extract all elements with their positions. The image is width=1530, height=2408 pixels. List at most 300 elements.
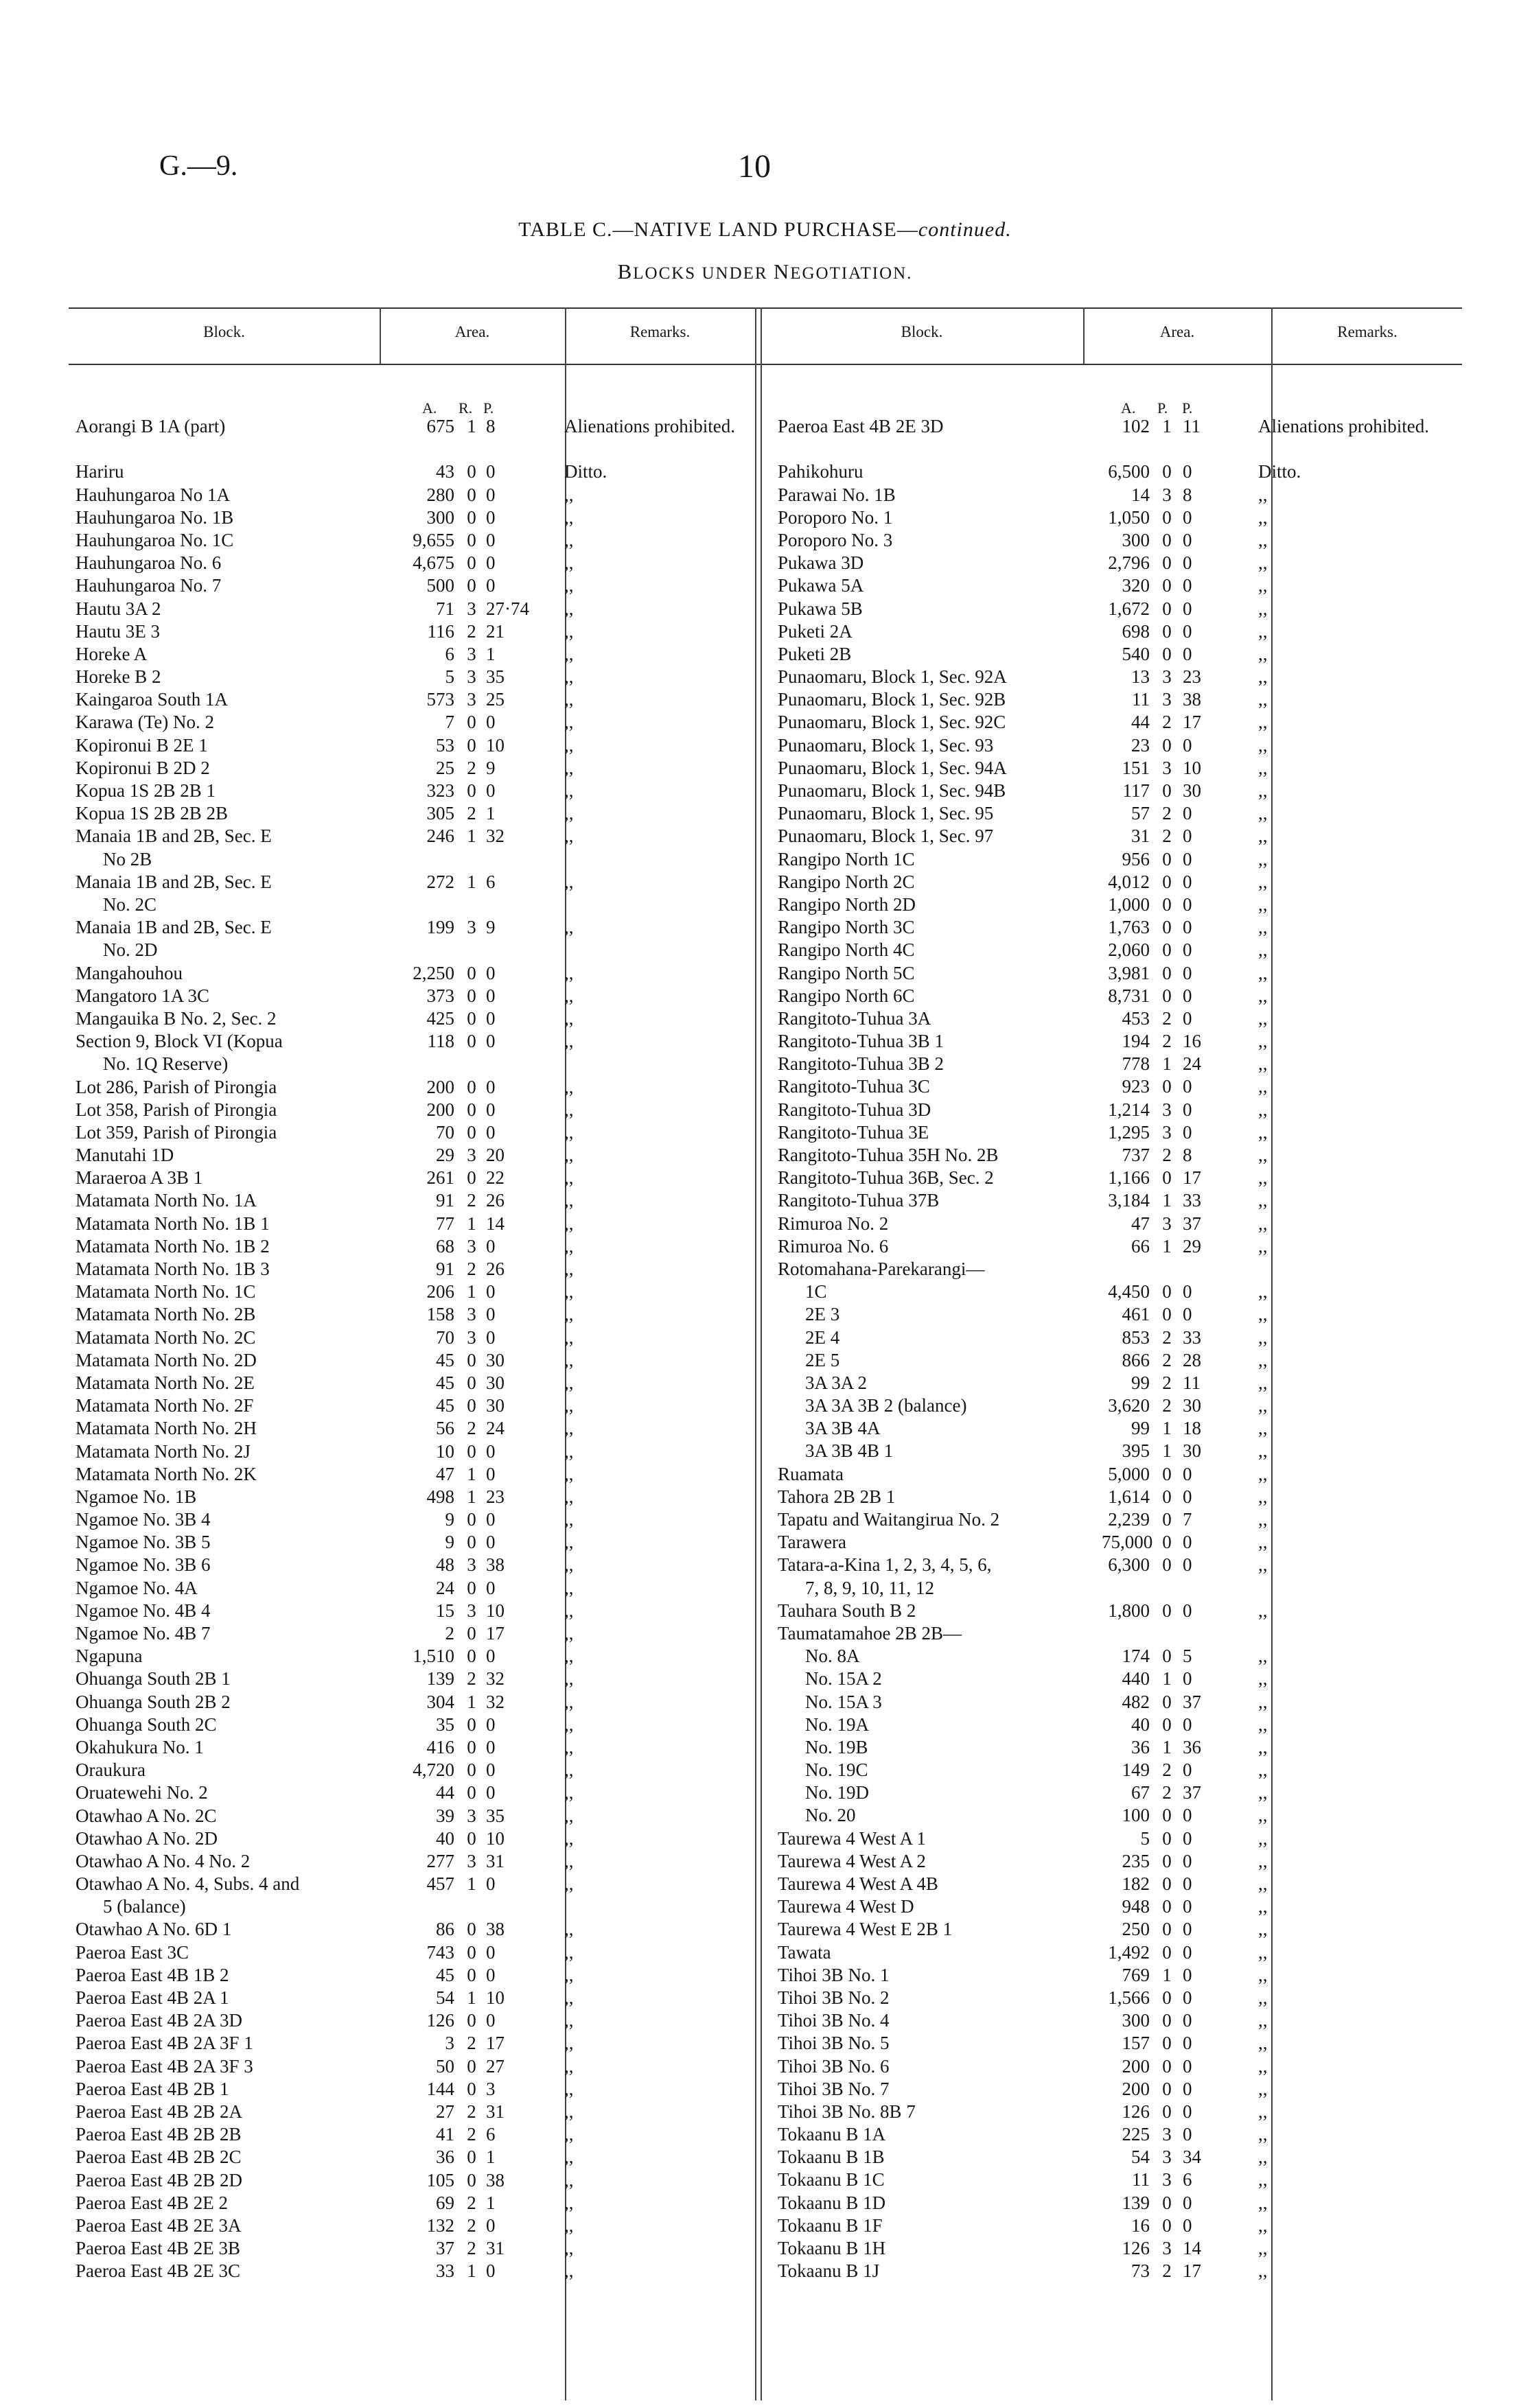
block-name-text: Paeroa East 4B 2E 3A	[76, 2214, 242, 2236]
remarks: ,,	[564, 689, 574, 710]
area-roods: 2	[467, 1418, 476, 1439]
table-row	[778, 962, 1464, 985]
remarks: ,,	[564, 529, 574, 550]
block-name	[778, 1007, 1093, 1030]
block-name-text: Mangahouhou	[76, 962, 183, 983]
remarks: ,,	[564, 734, 574, 756]
block-name	[778, 1394, 1093, 1417]
block-name	[76, 2169, 402, 2192]
area-perches: 0	[486, 1121, 496, 1143]
table-row	[76, 1691, 762, 1714]
block-name	[76, 780, 402, 802]
table-row	[778, 1736, 1464, 1759]
area-perches: 0	[1183, 2033, 1192, 2054]
block-name	[76, 1486, 402, 1508]
area-roods: 3	[1162, 1099, 1172, 1120]
block-name-text: Hauhungaroa No. 6	[76, 552, 222, 574]
area-roods: 0	[467, 1760, 476, 1781]
area-acres: 425	[426, 1007, 454, 1029]
area-perches: 7	[1183, 1509, 1192, 1530]
block-name	[778, 757, 1093, 780]
area-acres: 300	[1122, 2010, 1150, 2031]
area-acres: 4,720	[413, 1760, 454, 1781]
col-header-area-right: Area.	[1159, 323, 1195, 340]
table-row	[778, 2192, 1464, 2214]
area-acres: 300	[426, 506, 454, 528]
area-acres: 158	[426, 1304, 454, 1325]
block-name	[778, 2214, 1093, 2237]
area-acres: 3,981	[1108, 962, 1150, 983]
area-acres: 4,675	[413, 552, 454, 574]
area-perches: 5	[1183, 1646, 1192, 1667]
table-row	[76, 825, 762, 870]
area-perches: 0	[486, 2260, 496, 2282]
area-acres: 132	[426, 2214, 454, 2236]
block-name-text: Punaomaru, Block 1, Sec. 93	[778, 734, 994, 756]
remarks: ,,	[564, 2192, 574, 2213]
block-name	[76, 552, 402, 574]
table-row	[76, 552, 762, 574]
area-roods: 0	[467, 1827, 476, 1849]
block-name-text: Punaomaru, Block 1, Sec. 94B	[778, 780, 1006, 802]
area-roods: 0	[1162, 1532, 1172, 1553]
area-perches: 0	[1183, 803, 1192, 824]
area-perches: 0	[1183, 939, 1192, 961]
area-perches: 1	[486, 2192, 496, 2213]
table-row	[778, 985, 1464, 1007]
area-acres: 9	[445, 1532, 454, 1553]
table-row	[778, 688, 1464, 711]
area-perches: 0	[1183, 893, 1192, 915]
area-roods: 0	[467, 484, 476, 505]
table-row	[778, 848, 1464, 871]
remarks: ,,	[1258, 2169, 1268, 2190]
table-row	[76, 2078, 762, 2101]
table-row	[76, 1007, 762, 1030]
block-name	[778, 1075, 1093, 1098]
area-perches: 38	[486, 1554, 505, 1576]
area-perches: 25	[486, 689, 505, 710]
remarks: ,,	[564, 757, 574, 778]
area-roods: 3	[1162, 2147, 1172, 2168]
table-row	[778, 2055, 1464, 2078]
table-row	[76, 802, 762, 825]
remarks: ,,	[1258, 1919, 1268, 1940]
area-roods: 0	[467, 1736, 476, 1757]
table-row	[778, 1714, 1464, 1736]
table-row	[778, 1759, 1464, 1781]
block-name-text: Matamata North No. 2F	[76, 1395, 254, 1416]
block-name-text: Paeroa East 4B 2E 3C	[76, 2260, 240, 2282]
table-row	[76, 1554, 762, 1576]
area-acres: 304	[426, 1691, 454, 1712]
remarks: ,,	[564, 484, 574, 505]
area-roods: 1	[467, 1486, 476, 1507]
table-row	[76, 2192, 762, 2214]
area-roods: 0	[467, 1782, 476, 1803]
area-perches: 0	[1183, 2192, 1192, 2213]
table-row	[76, 1281, 762, 1303]
area-acres: 482	[1122, 1691, 1150, 1712]
block-name-text: Rangitoto-Tuhua 3D	[778, 1099, 931, 1120]
area-perches: 10	[486, 1987, 505, 2009]
remarks: ,,	[1258, 1600, 1268, 1621]
table-row	[778, 1873, 1464, 1895]
block-name-text: Matamata North No. 1C	[76, 1281, 256, 1302]
area-acres: 2,250	[413, 962, 454, 983]
area-perches: 0	[1183, 2101, 1192, 2122]
table-row	[778, 2009, 1464, 2032]
area-perches: 0	[1183, 917, 1192, 938]
block-name	[76, 574, 402, 597]
area-perches: 0	[1183, 1532, 1192, 1553]
block-name	[778, 1622, 1093, 1645]
table-row	[76, 1463, 762, 1486]
table-row	[76, 1577, 762, 1600]
block-name	[778, 1987, 1093, 2009]
remarks: ,,	[1258, 1395, 1268, 1416]
block-name-text: No. 19B	[805, 1736, 868, 1757]
area-roods: 0	[1162, 506, 1172, 528]
area-acres: 100	[1122, 1805, 1150, 1826]
remarks: ,,	[1258, 2192, 1268, 2213]
area-acres: 105	[426, 2169, 454, 2190]
area-acres: 174	[1122, 1646, 1150, 1667]
block-name-text: Paeroa East 4B 2A 3F 1	[76, 2033, 253, 2054]
table-row	[778, 1987, 1464, 2009]
area-acres: 126	[1122, 2238, 1150, 2259]
page-number: 10	[738, 148, 771, 185]
area-roods: 3	[467, 689, 476, 710]
block-name-text: Hautu 3E 3	[76, 620, 160, 642]
table-row	[76, 1759, 762, 1781]
table-row	[778, 871, 1464, 893]
area-roods: 2	[467, 2214, 476, 2236]
area-perches: 0	[486, 1509, 496, 1530]
area-perches: 37	[1183, 1213, 1201, 1234]
table-row	[76, 985, 762, 1007]
block-name	[76, 1964, 402, 1987]
remarks: ,,	[564, 1259, 574, 1280]
block-name	[778, 734, 1093, 757]
area-acres: 75,000	[1102, 1532, 1153, 1553]
remarks: ,,	[1258, 666, 1268, 688]
block-name	[778, 2192, 1093, 2214]
table-row	[76, 1440, 762, 1463]
remarks: ,,	[1258, 529, 1268, 550]
area-perches: 0	[486, 712, 496, 733]
block-name-text: No. 20	[805, 1805, 856, 1826]
block-name-text: Pukawa 3D	[778, 552, 864, 574]
area-perches: 0	[486, 1873, 496, 1895]
remarks: ,,	[564, 2124, 574, 2145]
block-name	[76, 1508, 402, 1531]
area-acres: 77	[436, 1213, 454, 1234]
area-acres: 15	[436, 1600, 454, 1621]
block-name-text: Matamata North No. 2K	[76, 1463, 257, 1484]
area-roods: 0	[467, 1646, 476, 1667]
table-row	[76, 1873, 762, 1918]
area-roods: 1	[1162, 1668, 1172, 1690]
block-name-text: No. 8A	[805, 1646, 860, 1667]
area-roods: 2	[1162, 2260, 1172, 2282]
remarks: ,,	[564, 1440, 574, 1462]
block-name	[778, 1714, 1093, 1736]
block-name	[778, 2055, 1093, 2078]
area-roods: 1	[467, 871, 476, 892]
block-name-text: 1C	[805, 1281, 827, 1302]
area-perches: 31	[486, 2101, 505, 2122]
area-acres: 8,731	[1108, 985, 1150, 1006]
table-row	[778, 893, 1464, 916]
area-acres: 45	[436, 1372, 454, 1393]
col-header-area-left: Area.	[454, 323, 490, 340]
area-acres: 41	[436, 2124, 454, 2145]
remarks: ,,	[564, 2147, 574, 2168]
area-roods: 0	[1162, 917, 1172, 938]
table-row	[76, 711, 762, 734]
area-roods: 0	[467, 1121, 476, 1143]
area-acres: 40	[1131, 1714, 1150, 1735]
block-name	[778, 643, 1093, 666]
area-perches: 30	[486, 1349, 505, 1370]
area-acres: 5,000	[1108, 1463, 1150, 1484]
area-acres: 68	[436, 1235, 454, 1256]
block-name	[778, 1326, 1093, 1349]
block-name	[76, 1850, 402, 1873]
block-name	[76, 1167, 402, 1189]
area-perches: 32	[486, 826, 505, 847]
area-roods: 0	[467, 1919, 476, 1940]
area-perches: 0	[486, 1760, 496, 1781]
area-acres: 182	[1122, 1873, 1150, 1895]
remarks: ,,	[1258, 1463, 1268, 1484]
area-perches: 0	[1183, 2010, 1192, 2031]
area-perches: 0	[486, 575, 496, 596]
remarks: ,,	[1258, 1145, 1268, 1166]
block-name	[76, 1805, 402, 1827]
remarks: ,,	[1258, 1896, 1268, 1917]
remarks: ,,	[1258, 939, 1268, 961]
block-name	[76, 2123, 402, 2146]
block-name	[76, 1827, 402, 1850]
table-row	[778, 2146, 1464, 2169]
area-acres: 11	[1132, 689, 1150, 710]
area-roods: 3	[467, 1600, 476, 1621]
block-name	[76, 1714, 402, 1736]
area-acres: 57	[1131, 803, 1150, 824]
table-row	[778, 1895, 1464, 1918]
area-perches: 26	[486, 1259, 505, 1280]
area-roods: 0	[1162, 529, 1172, 550]
area-acres: 416	[426, 1736, 454, 1757]
block-name-text: Poroporo No. 1	[778, 506, 893, 528]
remarks: ,,	[564, 871, 574, 892]
block-name-text: Taurewa 4 West A 4B	[778, 1873, 938, 1895]
table-row	[76, 1121, 762, 1144]
area-acres: 3,184	[1108, 1190, 1150, 1211]
table-row	[778, 598, 1464, 620]
area-acres: 323	[426, 780, 454, 802]
area-acres: 33	[436, 2260, 454, 2282]
area-perches: 37	[1183, 1782, 1201, 1803]
table-row	[76, 734, 762, 757]
area-perches: 20	[486, 1145, 505, 1166]
area-perches: 6	[1183, 2169, 1192, 2190]
area-roods: 2	[467, 2033, 476, 2054]
area-roods: 2	[467, 2238, 476, 2259]
area-acres: 225	[1122, 2124, 1150, 2145]
block-name-text: Ngamoe No. 1B	[76, 1486, 197, 1507]
remarks: ,,	[1258, 1668, 1268, 1690]
remarks: ,,	[1258, 1782, 1268, 1803]
block-name	[76, 1349, 402, 1372]
area-perches: 27	[486, 2055, 505, 2077]
block-name	[76, 734, 402, 757]
block-name-text: Tokaanu B 1A	[778, 2124, 886, 2145]
block-name-text: Paeroa East 4B 2B 2B	[76, 2124, 242, 2145]
area-perches: 38	[1183, 689, 1201, 710]
block-name-text: Parawai No. 1B	[778, 484, 896, 505]
remarks: ,,	[1258, 1372, 1268, 1393]
area-perches: 8	[1183, 1145, 1192, 1166]
area-acres: 71	[436, 598, 454, 619]
block-name-text: 2E 3	[805, 1304, 840, 1325]
area-roods: 2	[1162, 826, 1172, 847]
remarks: ,,	[564, 1509, 574, 1530]
block-name	[778, 1804, 1093, 1827]
area-perches: 0	[486, 2214, 496, 2236]
table-row	[76, 1987, 762, 2009]
block-name	[778, 780, 1093, 802]
remarks: ,,	[1258, 1736, 1268, 1757]
area-acres: 29	[436, 1145, 454, 1166]
block-name-text: Pukawa 5B	[778, 598, 863, 619]
block-name-text: Lot 358, Parish of Pirongia	[76, 1099, 277, 1120]
area-roods: 1	[1162, 1053, 1172, 1075]
block-name-text: Punaomaru, Block 1, Sec. 97	[778, 826, 994, 847]
area-roods: 2	[467, 757, 476, 778]
area-acres: 3	[445, 2033, 454, 2054]
unit-acres-right: A.	[1121, 399, 1136, 417]
block-name-text: Rangipo North 4C	[778, 939, 915, 961]
block-name-text: Taurewa 4 West A 1	[778, 1827, 926, 1849]
area-acres: 1,763	[1108, 917, 1150, 938]
table-row	[76, 1394, 762, 1417]
table-row	[76, 598, 762, 620]
remarks: ,,	[1258, 1213, 1268, 1234]
table-row	[778, 1417, 1464, 1440]
table-row	[778, 825, 1464, 848]
block-name	[778, 1213, 1093, 1235]
block-name-text: Taumatamahoe 2B 2B—	[778, 1622, 962, 1644]
block-name-text: Poroporo No. 3	[778, 529, 893, 550]
area-acres: 498	[426, 1486, 454, 1507]
table-row	[778, 1645, 1464, 1668]
subtitle-n: N	[773, 259, 791, 283]
table-row	[778, 916, 1464, 939]
table-row	[778, 757, 1464, 780]
block-name-text: Matamata North No. 2E	[76, 1372, 255, 1393]
table-row	[76, 1805, 762, 1827]
table-row	[76, 1508, 762, 1531]
block-name	[778, 529, 1093, 552]
area-acres: 277	[426, 1850, 454, 1871]
table-row	[778, 1781, 1464, 1804]
area-perches: 0	[1183, 1600, 1192, 1621]
area-acres: 4,450	[1108, 1281, 1150, 1302]
remarks: ,,	[1258, 757, 1268, 778]
area-perches: 11	[1183, 416, 1201, 436]
area-roods: 2	[467, 2101, 476, 2122]
block-name-text: Rangitoto-Tuhua 3B 1	[778, 1031, 944, 1052]
remarks: ,,	[1258, 1850, 1268, 1871]
remarks: ,,	[564, 1964, 574, 1985]
table-row	[778, 552, 1464, 574]
block-name-text: Maraeroa A 3B 1	[76, 1167, 203, 1189]
area-perches: 0	[1183, 643, 1192, 664]
table-row	[778, 1372, 1464, 1394]
area-perches: 0	[1183, 871, 1192, 892]
remarks: ,,	[1258, 689, 1268, 710]
remarks: ,,	[564, 1600, 574, 1621]
block-name	[778, 1668, 1093, 1690]
remarks: ,,	[564, 1326, 574, 1348]
block-name	[778, 1827, 1093, 1850]
area-perches: 6	[486, 2124, 496, 2145]
area-acres: 2,239	[1108, 1509, 1150, 1530]
area-roods: 2	[1162, 712, 1172, 733]
area-perches: 0	[486, 1964, 496, 1985]
block-name	[76, 2055, 402, 2078]
remarks: ,,	[564, 1486, 574, 1507]
area-roods: 3	[467, 1805, 476, 1826]
block-name-text: Rangipo North 5C	[778, 962, 915, 983]
block-name-text: Tihoi 3B No. 8B 7	[778, 2101, 916, 2122]
area-acres: 11	[1132, 2169, 1150, 2190]
block-name	[76, 1099, 402, 1121]
area-acres: 99	[1131, 1418, 1150, 1439]
block-name-text: Tihoi 3B No. 7	[778, 2078, 890, 2099]
remarks: ,,	[1258, 1121, 1268, 1143]
area-perches: 0	[1183, 1964, 1192, 1985]
area-roods: 0	[467, 2169, 476, 2190]
block-name-text: No. 19A	[805, 1714, 869, 1735]
area-roods: 2	[1162, 1349, 1172, 1370]
area-roods: 0	[1162, 1805, 1172, 1826]
area-perches: 0	[1183, 620, 1192, 642]
area-roods: 2	[1162, 1007, 1172, 1029]
area-acres: 1,214	[1108, 1099, 1150, 1120]
area-perches: 0	[486, 1463, 496, 1484]
block-name-text: Tokaanu B 1C	[778, 2169, 885, 2190]
area-roods: 1	[467, 1873, 476, 1895]
block-name	[778, 1372, 1093, 1394]
area-perches: 0	[486, 1326, 496, 1348]
table-row	[76, 1258, 762, 1281]
table-row	[76, 620, 762, 643]
block-name	[76, 1873, 402, 1918]
area-perches: 0	[1183, 1281, 1192, 1302]
area-perches: 9	[486, 757, 496, 778]
area-perches: 24	[1183, 1053, 1201, 1075]
area-perches: 0	[1183, 575, 1192, 596]
block-name-text: Otawhao A No. 6D 1	[76, 1919, 232, 1940]
remarks: ,,	[564, 1919, 574, 1940]
area-perches: 17	[486, 2033, 505, 2054]
block-name	[778, 871, 1093, 893]
remarks: ,,	[564, 1668, 574, 1690]
